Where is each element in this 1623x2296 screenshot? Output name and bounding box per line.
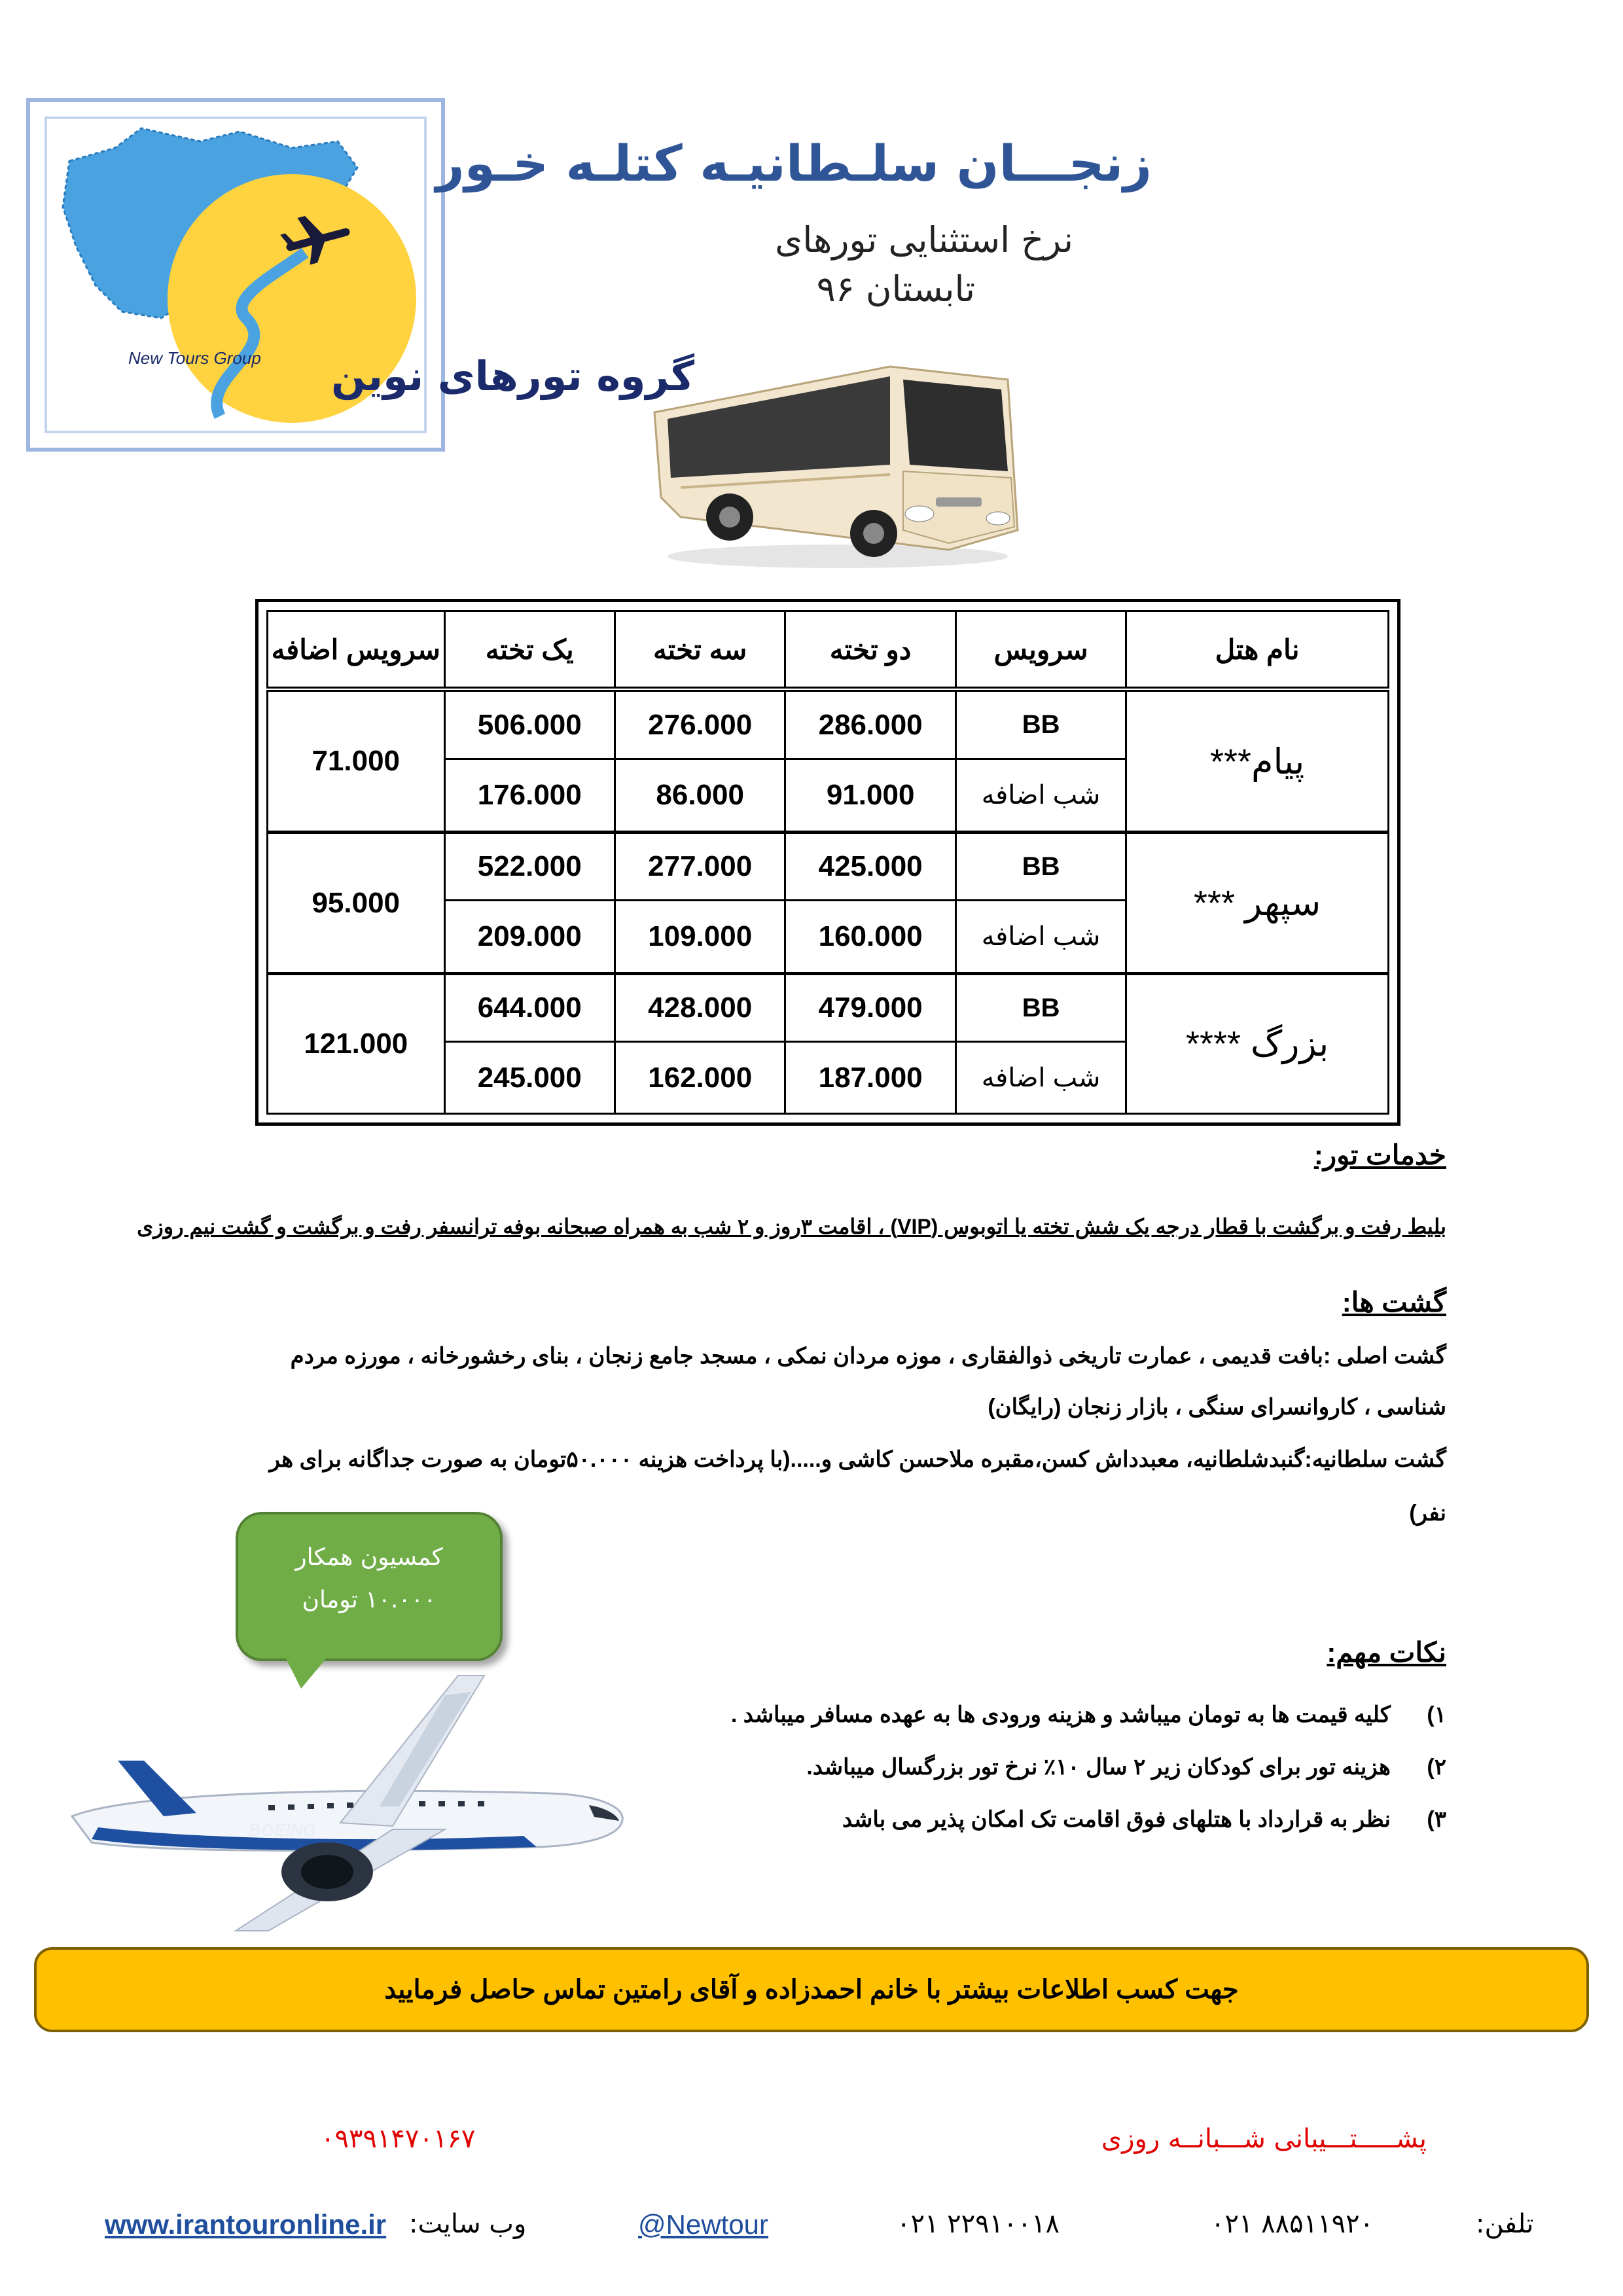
phone-label: تلفن: — [1476, 2209, 1534, 2239]
company-logo — [26, 98, 695, 452]
col-header-extra-service: سرویس اضافه — [268, 611, 445, 690]
note-item-text: هزینه تور برای کودکان زیر ۲ سال ۱۰٪ نرخ تور بزرگسال میباشد. — [806, 1755, 1391, 1780]
price-triple: 86.000 — [615, 759, 785, 833]
price-extra-service: 71.000 — [268, 689, 445, 833]
price-triple: 109.000 — [615, 901, 785, 974]
phone-number-2[interactable]: ۰۲۱ ۸۸۵۱۱۹۲۰ — [1211, 2209, 1374, 2239]
subtitle-line-1: نرخ استثنایی تورهای — [775, 219, 1073, 260]
tours-line-2: شناسی ، کاروانسرای سنگی ، بازار زنجان (رایگان) — [988, 1395, 1446, 1420]
col-header-triple: سه تخته — [615, 611, 785, 690]
callout-line-2: ۱۰.۰۰۰ تومان — [302, 1587, 437, 1613]
price-extra-service: 95.000 — [268, 833, 445, 974]
notes-title: نکات مهم: — [1327, 1637, 1446, 1668]
table-row — [268, 833, 1389, 901]
price-single: 506.000 — [444, 689, 615, 759]
price-extra-service: 121.000 — [268, 973, 445, 1113]
price-triple: 276.000 — [615, 689, 785, 759]
website-link[interactable]: www.irantouronline.ir — [105, 2209, 387, 2240]
airplane-image — [52, 1656, 641, 1950]
hotel-name: بزرگ **** — [1126, 973, 1389, 1113]
tours-line-3: گشت سلطانیه:گنبدشلطانیه، معبدداش کسن،مقبره ملاحسن کاشی و.....(با پرداخت هزینه ۵۰.۰۰۰تومان به صورت جداگانه برای هر — [269, 1447, 1446, 1472]
logo-fa-text: گروه تورهای نوین — [331, 352, 695, 400]
price-triple: 428.000 — [615, 973, 785, 1041]
price-double: 91.000 — [785, 759, 955, 833]
instagram-link[interactable]: @Newtour — [638, 2209, 769, 2240]
service-cell: BB — [955, 973, 1126, 1041]
price-single: 644.000 — [444, 973, 615, 1041]
col-header-single: یک تخته — [444, 611, 615, 690]
hotel-name: سپهر *** — [1126, 833, 1389, 974]
support-label: پشـــــتـــیبانی شـــبانــه روزی — [1101, 2124, 1427, 2154]
svg-text:BOEING: BOEING — [249, 1820, 316, 1840]
note-item-text: کلیه قیمت ها به تومان میباشد و هزینه ورودی ها به عهده مسافر میباشد . — [730, 1702, 1391, 1727]
website-label: وب سایت: — [409, 2209, 527, 2239]
col-header-hotel: نام هتل — [1126, 611, 1389, 690]
logo-graphic — [30, 102, 695, 448]
table-row — [268, 689, 1389, 759]
price-double: 160.000 — [785, 901, 955, 974]
phone-number-1[interactable]: ۰۲۱ ۲۲۹۱۰۰۱۸ — [897, 2209, 1060, 2239]
commission-callout — [236, 1512, 503, 1661]
hotel-name: پیام*** — [1126, 689, 1389, 833]
price-table — [266, 610, 1389, 1115]
support-phone[interactable]: ۰۹۳۹۱۴۷۰۱۶۷ — [321, 2124, 476, 2154]
service-cell: BB — [955, 689, 1126, 759]
price-single: 245.000 — [444, 1042, 615, 1114]
service-cell: BB — [955, 833, 1126, 901]
table-row — [268, 973, 1389, 1041]
price-triple: 162.000 — [615, 1042, 785, 1114]
price-table-frame — [255, 599, 1400, 1126]
callout-line-1: کمسیون همکار — [295, 1544, 443, 1571]
note-item-text: نظر به قرارداد با هتلهای فوق اقامت تک امکان پذیر می باشد — [842, 1807, 1391, 1832]
price-single: 522.000 — [444, 833, 615, 901]
col-header-double: دو تخته — [785, 611, 955, 690]
note-item-number: ۳) — [1427, 1807, 1446, 1832]
price-single: 209.000 — [444, 901, 615, 974]
service-cell: شب اضافه — [955, 901, 1126, 974]
price-double: 425.000 — [785, 833, 955, 901]
contact-banner — [34, 1947, 1589, 2032]
table-header-row — [268, 611, 1389, 690]
tours-title: گشت ها: — [1342, 1287, 1446, 1318]
contact-banner-text: جهت کسب اطلاعات بیشتر با خانم احمدزاده و آقای رامتین تماس حاصل فرمایید — [384, 1975, 1239, 2004]
tours-line-4: نفر) — [1409, 1501, 1446, 1526]
service-cell: شب اضافه — [955, 759, 1126, 833]
price-double: 286.000 — [785, 689, 955, 759]
bus-image — [641, 340, 1034, 576]
logo-en-text: New Tours Group — [128, 348, 261, 368]
services-title: خدمات تور: — [1313, 1139, 1446, 1170]
price-double: 187.000 — [785, 1042, 955, 1114]
services-text: بلیط رفت و برگشت با قطار درجه یک شش تخته یا اتوبوس (VIP) ، اقامت ۳روز و ۲ شب به همراه صبحانه بوفه ترانسفر رفت و برگشت و گشت نیم روزی — [137, 1215, 1446, 1238]
price-single: 176.000 — [444, 759, 615, 833]
note-item-number: ۱) — [1427, 1702, 1446, 1727]
service-cell: شب اضافه — [955, 1042, 1126, 1114]
subtitle-line-2: تابستان ۹۶ — [816, 268, 975, 310]
note-item-number: ۲) — [1427, 1755, 1446, 1780]
price-triple: 277.000 — [615, 833, 785, 901]
col-header-service: سرویس — [955, 611, 1126, 690]
page-title: زنجـــان سلـطانیـه کتلـه خـور — [435, 134, 1152, 192]
tours-line-1: گشت اصلی :بافت قدیمی ، عمارت تاریخی ذوالفقاری ، موزه مردان نمکی ، مسجد جامع زنجان ، بنای رخشورخانه ، مورزه مردم — [290, 1344, 1446, 1369]
price-double: 479.000 — [785, 973, 955, 1041]
